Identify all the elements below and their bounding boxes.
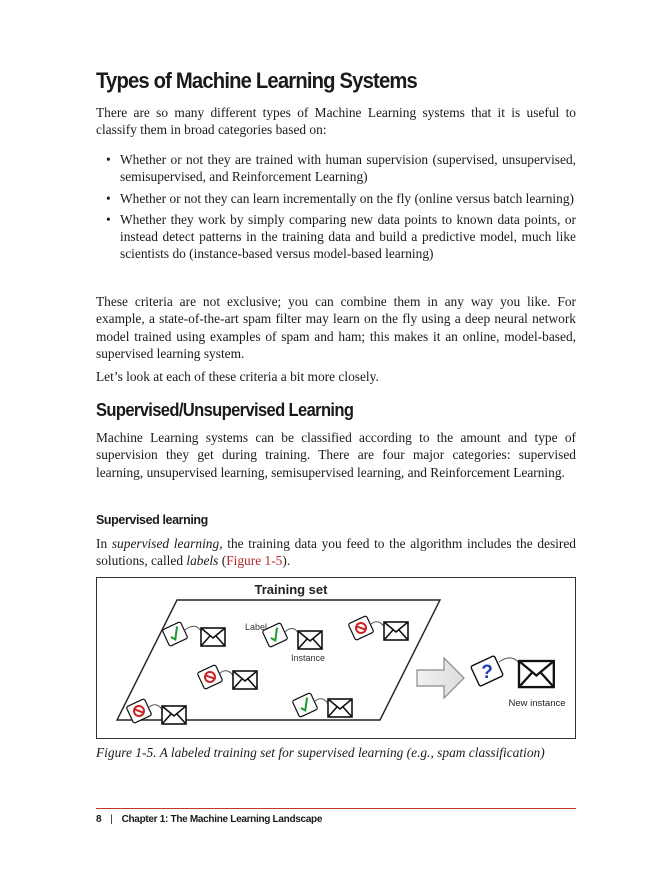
- chapter-title: Chapter 1: The Machine Learning Landscape: [121, 814, 323, 825]
- subsection-title: Supervised/Unsupervised Learning: [96, 400, 354, 420]
- envelope-icon: [384, 622, 408, 640]
- envelope-icon: [233, 671, 257, 689]
- training-set-diagram: [97, 578, 575, 738]
- figure-caption: Figure 1-5. A labeled training set for supervised learning (e.g., spam classification): [96, 745, 545, 760]
- envelope-icon: [201, 628, 225, 646]
- subsection-paragraph: Machine Learning systems can be classified according to the amount and type of supervision they get during training. There are four major categories: supervised learning, unsupervised learning, semisupervised learning, and Reinforcement Learning.: [96, 430, 576, 480]
- question-mark: ?: [481, 662, 493, 683]
- term-labels: labels: [186, 553, 219, 569]
- instance-callout: Instance: [291, 653, 326, 663]
- page-number: 8: [96, 814, 102, 825]
- footer-divider: [96, 808, 576, 809]
- label-callout: Label: [245, 622, 268, 632]
- envelope-icon: [298, 631, 322, 649]
- term-supervised-learning: supervised learning: [111, 536, 220, 551]
- new-instance-item: [471, 656, 566, 709]
- list-item: • Whether or not they are trained with human supervision (supervised, unsupervised, semisupervised, and Reinforcement Learning): [96, 151, 576, 186]
- intro-paragraph: There are so many different types of Machine Learning systems that it is useful to classify them in broad categories based on:: [96, 105, 576, 138]
- criteria-paragraph: These criteria are not exclusive; you can combine them in any way you like. For example, a state-of-the-art spam filter may learn on the fly using a deep neural network model trained using examples of spam and ham; this makes it an online, model-based, supervised learning system.: [96, 294, 576, 361]
- figure-title: Training set: [254, 582, 328, 597]
- subsubsection-title: Supervised learning: [96, 513, 208, 527]
- envelope-icon: [519, 661, 554, 687]
- section-title: Types of Machine Learning Systems: [96, 68, 417, 93]
- envelope-icon: [162, 706, 186, 724]
- figure-1-5: [96, 577, 576, 739]
- envelope-icon: [328, 699, 352, 717]
- footer-separator: |: [110, 814, 113, 825]
- closing-paragraph: Let’s look at each of these criteria a bit more closely.: [96, 369, 379, 384]
- list-item: • Whether or not they can learn incrementally on the fly (online versus batch learning): [96, 190, 576, 207]
- supervised-paragraph: In supervised learning, the training data you feed to the algorithm includes the desired solutions, called labels (Figure 1-5).: [96, 536, 576, 569]
- list-item: • Whether they work by simply comparing new data points to known data points, or instead detect patterns in the training data and build a predictive model, much like scientists do (instance-based versus model-based learning): [96, 211, 576, 263]
- page-footer: [96, 814, 322, 825]
- training-set-parallelogram: [117, 600, 440, 720]
- criteria-list: [96, 151, 576, 267]
- figure-reference-link[interactable]: Figure 1-5: [226, 553, 283, 569]
- arrow-right-icon: [417, 658, 464, 698]
- new-instance-label: New instance: [508, 698, 566, 709]
